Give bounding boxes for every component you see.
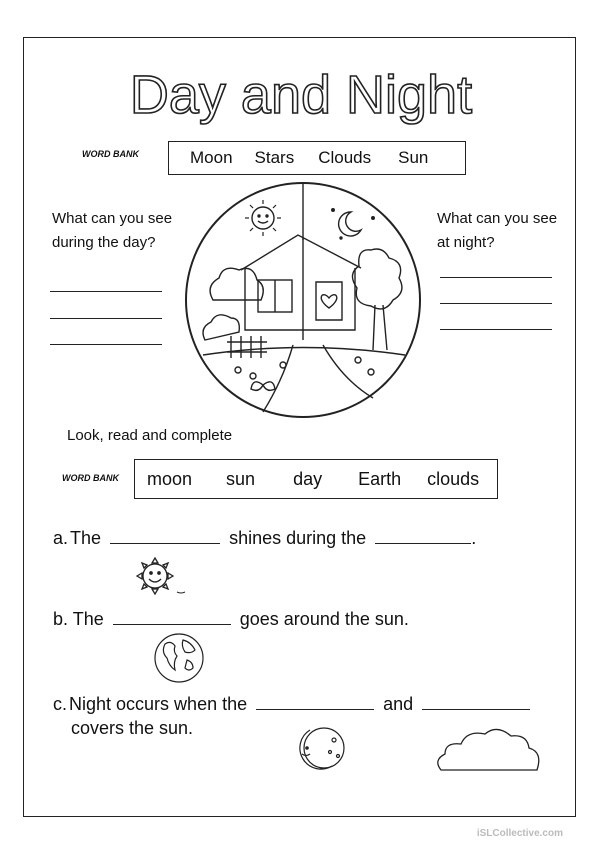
- word-bank-word: Clouds: [318, 148, 372, 167]
- word-bank-word: Moon: [190, 148, 233, 167]
- earth-continents-icon: [163, 640, 195, 670]
- sentence-text: The: [72, 609, 104, 629]
- night-question-line2: at night?: [437, 234, 495, 251]
- day-question-line1: What can you see: [52, 210, 173, 227]
- day-question: [52, 207, 172, 255]
- word-bank-label: WORD BANK: [62, 473, 119, 483]
- night-question: [437, 207, 557, 255]
- fill-blank[interactable]: [375, 527, 471, 544]
- answer-line: [50, 291, 162, 292]
- word-bank-word: day: [293, 468, 323, 489]
- sentence-text: goes around the sun.: [239, 609, 409, 629]
- instruction-text: Look, read and complete: [67, 427, 233, 444]
- watermark: iSLCollective.com: [476, 828, 563, 839]
- sentence-marker: a.: [53, 528, 69, 548]
- fill-blank[interactable]: [113, 608, 231, 625]
- word-bank-label: WORD BANK: [82, 149, 139, 159]
- moon-picture: [290, 722, 352, 780]
- answer-line: [440, 277, 552, 278]
- day-question-line2: during the day?: [52, 234, 156, 251]
- word-bank-word: Sun: [398, 148, 429, 167]
- answer-line: [50, 318, 162, 319]
- word-bank-word: Stars: [254, 148, 295, 167]
- fill-blank[interactable]: [110, 527, 220, 544]
- sentence-text: Night occurs when the: [69, 694, 248, 714]
- cloud-picture: [433, 726, 545, 780]
- word-bank-word: sun: [226, 468, 256, 489]
- night-question-line1: What can you see: [437, 210, 558, 227]
- answer-line: [50, 344, 162, 345]
- sun-rays-icon: [137, 558, 173, 594]
- fill-blank[interactable]: [256, 693, 374, 710]
- sentence-text: and: [383, 694, 414, 714]
- sentence-marker: b.: [53, 609, 69, 629]
- title-text: Day and Night: [129, 65, 472, 125]
- moon-icon: [332, 209, 375, 239]
- sentence-b: [53, 608, 409, 630]
- day-night-illustration: [183, 180, 423, 424]
- earth-picture: [151, 632, 207, 688]
- sentence-text: The: [70, 528, 102, 548]
- crescent-moon-icon: [300, 730, 332, 769]
- sentence-c-line2: covers the sun.: [71, 718, 194, 738]
- word-bank-box: [168, 141, 466, 175]
- cloud-icon: [438, 729, 539, 770]
- sentence-c: [53, 693, 530, 715]
- sentence-text: .: [471, 528, 477, 548]
- sun-icon: [245, 200, 281, 236]
- word-bank-box: [134, 459, 498, 499]
- word-bank-word: Earth: [358, 468, 402, 489]
- sun-picture: [125, 552, 187, 606]
- fill-blank[interactable]: [422, 693, 530, 710]
- sentence-a: [53, 527, 476, 549]
- sentence-marker: c.: [53, 694, 68, 714]
- word-bank-word: clouds: [427, 468, 480, 489]
- answer-line: [440, 329, 552, 330]
- word-bank-word: moon: [147, 468, 193, 489]
- answer-line: [440, 303, 552, 304]
- sentence-text: shines during the: [229, 528, 367, 548]
- page-title: [0, 63, 601, 125]
